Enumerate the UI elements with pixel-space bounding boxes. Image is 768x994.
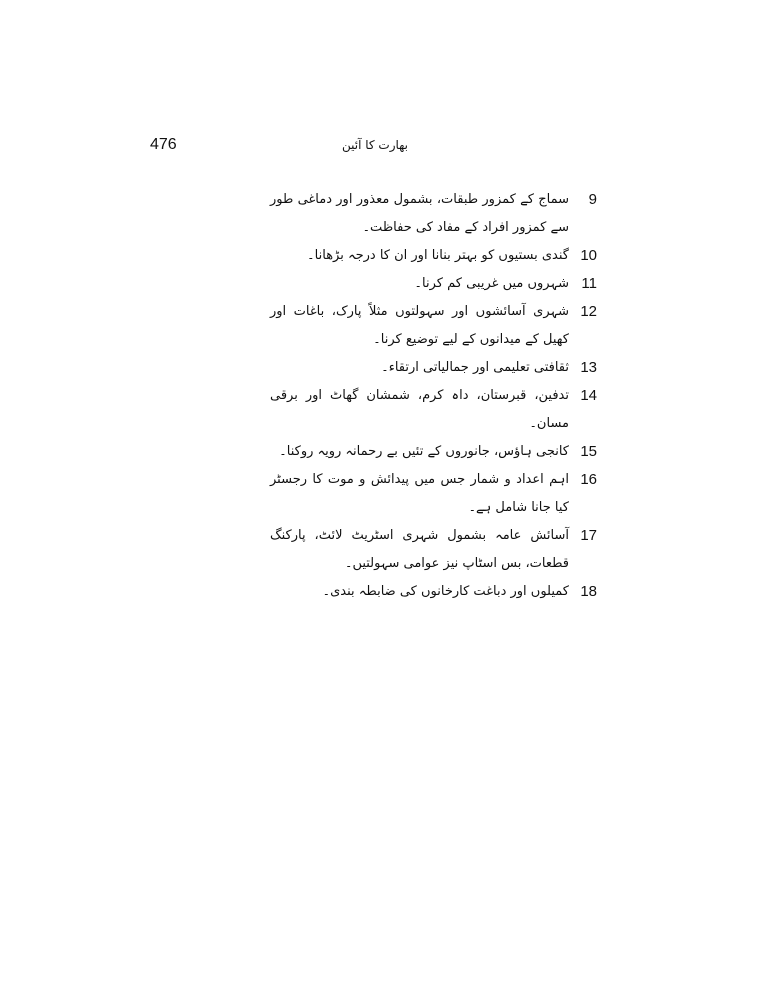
item-number: 16	[580, 471, 597, 488]
list-item	[270, 578, 597, 606]
item-text: ثقافتی تعلیمی اور جمالیاتی ارتقاء۔	[381, 360, 569, 375]
item-number: 14	[580, 387, 597, 404]
list-item	[270, 438, 597, 466]
running-header: بھارت کا آئین	[341, 138, 409, 152]
item-number: 12	[580, 303, 597, 320]
item-number: 9	[588, 191, 597, 208]
page-number: 476	[150, 136, 177, 153]
item-number: 10	[580, 247, 597, 264]
item-text: کانجی ہاؤس، جانوروں کے تئیں بے رحمانہ رویہ روکنا۔	[279, 444, 569, 459]
item-text: شہروں میں غریبی کم کرنا۔	[414, 276, 569, 291]
list-item	[270, 270, 597, 298]
item-list	[270, 186, 597, 606]
item-text: سماج کے کمزور طبقات، بشمول معذور اور دماغی طور سے کمزور افراد کے مفاد کی حفاظت۔	[270, 192, 569, 235]
item-number: 11	[581, 275, 597, 292]
item-number: 15	[580, 443, 597, 460]
item-text: آسائش عامہ بشمول شہری اسٹریٹ لائٹ، پارکنگ قطعات، بس اسٹاپ نیز عوامی سہولتیں۔	[270, 528, 569, 571]
list-item	[270, 298, 597, 354]
list-item	[270, 354, 597, 382]
item-number: 17	[580, 527, 597, 544]
list-item	[270, 242, 597, 270]
item-text: اہم اعداد و شمار جس میں پیدائش و موت کا رجسٹر کیا جانا شامل ہے۔	[270, 472, 569, 515]
list-item	[270, 382, 597, 438]
item-text: گندی بستیوں کو بہتر بنانا اور ان کا درجہ بڑھانا۔	[307, 248, 569, 263]
item-number: 13	[580, 359, 597, 376]
list-item	[270, 466, 597, 522]
item-number: 18	[580, 583, 597, 600]
item-text: تدفین، قبرستان، داہ کرم، شمشان گھاٹ اور برقی مسان۔	[270, 388, 569, 431]
list-item	[270, 186, 597, 242]
item-text: شہری آسائشوں اور سہولتوں مثلاً پارک، باغات اور کھیل کے میدانوں کے لیے توضیع کرنا۔	[270, 304, 569, 347]
list-item	[270, 522, 597, 578]
item-text: کمیلوں اور دباغت کارخانوں کی ضابطہ بندی۔	[322, 584, 569, 599]
